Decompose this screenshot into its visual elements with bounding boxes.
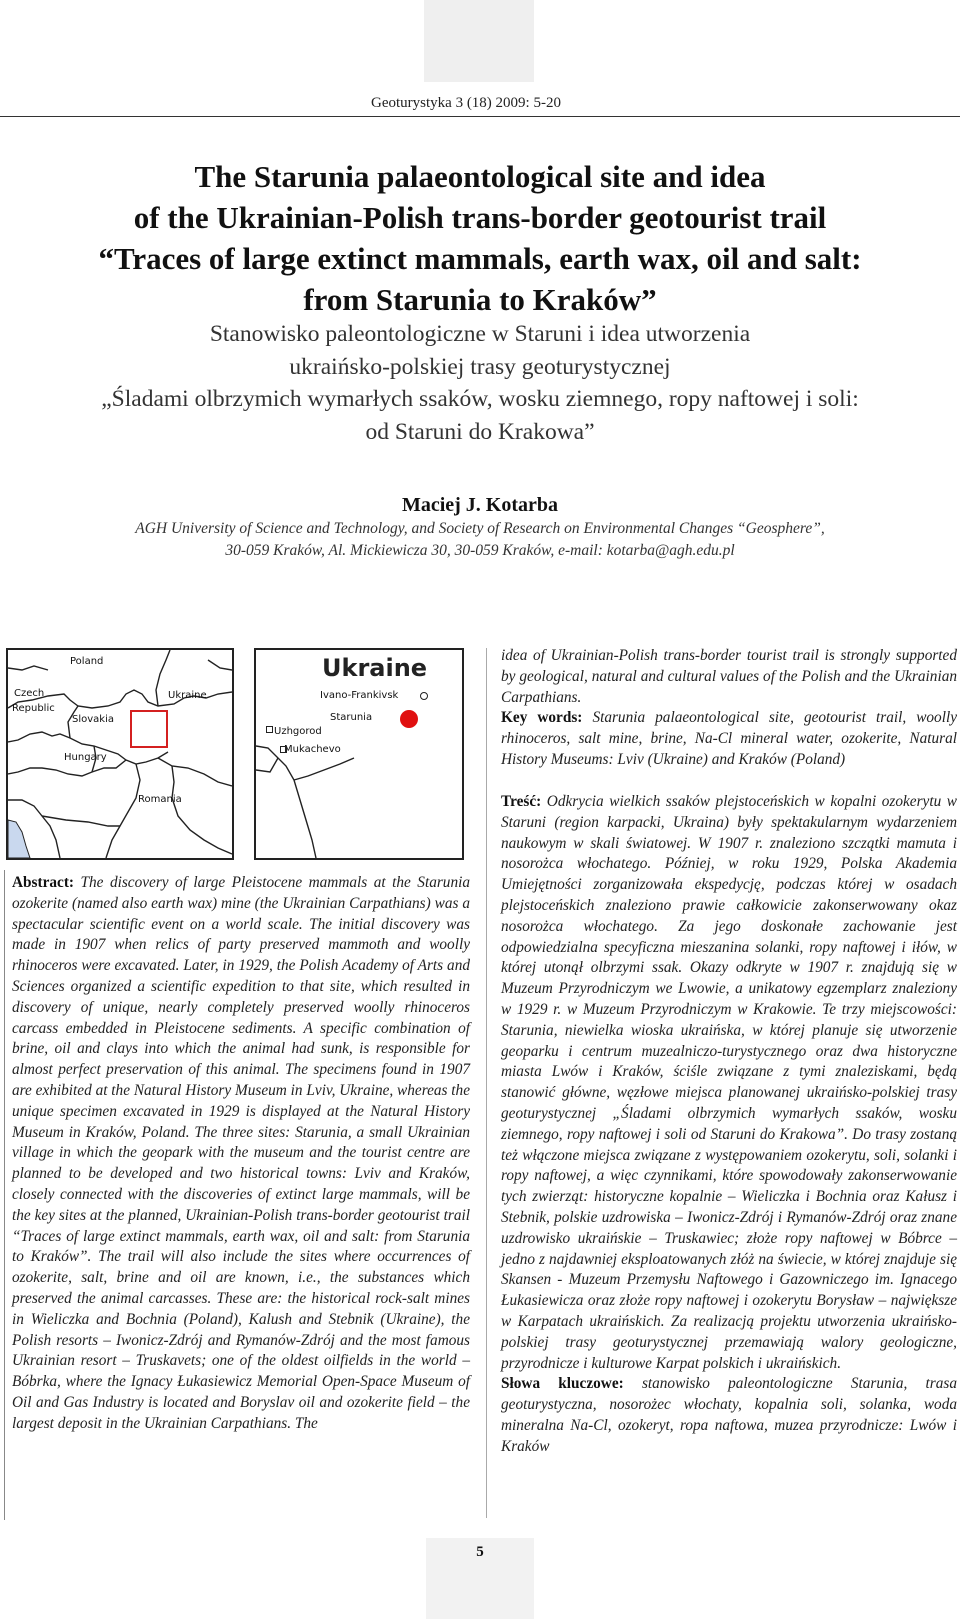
- keywords-block: [501, 709, 957, 768]
- map-title-ukraine: Ukraine: [322, 654, 428, 682]
- map-label-mukachevo: Mukachevo: [284, 744, 341, 755]
- keywords-label: Key words:: [501, 709, 583, 727]
- subtitle-line: „Śladami olbrzymich wymarłych ssaków, wosku ziemnego, ropy naftowej i soli:: [101, 386, 859, 412]
- map-label-romania: Romania: [138, 794, 182, 805]
- slowa-label: Słowa kluczowe:: [501, 1375, 624, 1393]
- paper-subtitle-polish: [40, 318, 920, 448]
- map-label-hungary: Hungary: [64, 752, 107, 763]
- map-label-slovakia: Slovakia: [72, 714, 114, 725]
- keywords-text: Starunia palaeontological site, geotourist trail, woolly rhinoceros, salt mine, brine, Na-Cl mineral water, ozokerite, Natural History Museums: Lviv (Ukraine) and Kraków (Poland): [501, 709, 957, 768]
- abstract-label: Abstract:: [12, 874, 75, 891]
- subtitle-line: ukraińsko-polskiej trasy geoturystycznej: [289, 353, 671, 380]
- europe-locator-map: [6, 648, 234, 860]
- abstract-cont-text: idea of Ukrainian-Polish trans-border tourist trail is strongly supported by geological, natural and cultural values of the Polish and the Ukrainian Carpathians.: [501, 647, 957, 706]
- ukraine-detail-map: [254, 648, 464, 860]
- subtitle-line: od Staruni do Krakowa”: [365, 418, 595, 445]
- slowa-text: stanowisko paleontologiczne Starunia, trasa geoturystyczna, nosorożec włochaty, kopalnia soli, solanka, woda mineralna Na-Cl, ozokeryt, ropa naftowa, muzea przyrodnicze: Lwów i Kraków: [501, 1375, 957, 1455]
- mukachevo-marker: [280, 746, 287, 753]
- journal-header: Geoturystyka 3 (18) 2009: 5-20: [371, 95, 561, 111]
- map-label-ivano-frankivsk: Ivano-Frankivsk: [320, 690, 399, 701]
- author-name: Maciej J. Kotarba: [401, 494, 559, 516]
- abstract-text: The discovery of large Pleistocene mammals at the Starunia ozokerite (named also earth wax) mine (the Ukrainian Carpathians) was a spectacular scientific event on a world scale. The initial discovery was made in 1907 when relics of party preserved mammoth and woolly rhinoceros were excavated. Later, in 1929, the Polish Academy of Arts and Sciences organized a scientific expedition to that site, which resulted in discovery of unique, nearly completely preserved woolly rhinoceros carcass embedded in Pleistocene sediments. A specific combination of brine, oil and clays into which the animal had sunk, is responsible for almost perfect preservation of this animal. The specimens found in 1907 are exhibited at the Natural History Museum in Lviv, Ukraine, whereas the unique specimen excavated in 1929 is displayed at the Natural History Museum in Kraków, Poland. The three sites: Starunia, a small Ukrainian village in which the geopark with the museum and the tourist centre are planned to be developed and two historical towns: Lviv and Kraków, closely connected with the discoveries of extinct large mammals, will be the key sites at the planned, Ukrainian-Polish trans-border geotourist trail “Traces of large extinct mammals, earth wax, oil and salt: from Starunia to Kraków”. The trail will also include the sites where occurrences of ozokerite, salt, brine and oil are known, i.e., the substances which preserved the animal carcasses. These are: the historical rock-salt mines in Wieliczka and Bochnia (Poland), Kalush and Stebnik (Ukraine), the Polish resorts – Iwonicz-Zdrój and Rymanów-Zdrój and the most famous Ukrainian resort – Truskavets; one of the oldest oilfields in the world – Bóbrka, where the Ignacy Łukasiewicz Memorial Open-Space Museum of Oil and Gas Industry is located and Boryslav oil and ozokerite field – the largest deposit in the Ukrainian Carpathians. The: [12, 874, 470, 1432]
- tresc-label: Treść:: [501, 793, 542, 810]
- map-label-republic: Republic: [12, 703, 55, 714]
- map-label-czech: Czech: [14, 688, 45, 699]
- paper-title: [40, 156, 920, 320]
- affiliation-line: 30-059 Kraków, Al. Mickiewicza 30, 30-059 Kraków, e-mail: kotarba@agh.edu.pl: [225, 542, 735, 559]
- ivano-frankivsk-marker: [420, 692, 428, 700]
- subtitle-line: Stanowisko paleontologiczne w Staruni i idea utworzenia: [209, 321, 751, 347]
- map-label-poland: Poland: [70, 656, 104, 667]
- europe-map-borders: [8, 650, 232, 858]
- author-affiliation: [40, 518, 920, 562]
- header-rule: [0, 116, 960, 117]
- abstract-continuation: [501, 646, 957, 771]
- abstract-paragraph: [12, 873, 470, 1435]
- polish-keywords-block: [501, 1375, 957, 1454]
- tresc-text: Odkrycia wielkich ssaków plejstoceńskich w kopalni ozokerytu w Staruni (region karpacki, Ukraina) były spektakularnym wydarzeniem naukowym w skali światowej. W 1907 r. znaleziono szczątki mamuta i nosorożca włochatego. Później, w roku 1929, Polska Akademia Umiejętności zorganizowała ekspedycję, podczas której w osadach plejstoceńskich znaleziono prawie całkowicie zakonserwowany okaz nosorożca włochatego. Za jego doskonałe zachowanie jest odpowiedzialna specyficzna mieszanina solanki, ropy naftowej i iłów, w której utonął olbrzymi ssak. Okazy odkryte w 1907 r. znajdują się w Muzeum Przyrodniczym we Lwowie, a unikatowy egzemplarz znaleziony w 1929 r. w Muzeum Przyrodniczym w Krakowie. Te trzy miejscowości: Starunia, niewielka wioska ukraińska, w której planuje się utworzenie geoparku i centrum muzealniczo-turystycznego oraz dwa historyczne miasta Lwów i Kraków, ściśle związane z tymi znaleziskami, będą stanowić główne, węzłowe miejsca planowanej ukraińsko-polskiej trasy geoturystycznej „Śladami olbrzymich wymarłych ssaków, wosku ziemnego, ropy naftowej i soli od Staruni do Krakowa”. Do trasy zostaną też włączone miejsca związane z występowaniem ozokerytu, soli, solanki i ropy naftowej, a więc czynnikami, które spowodowały zakonserwowanie tych zwierząt: historyczne kopalnie – Wieliczka i Bochnia oraz Kałusz i Stebnik, polskie uzdrowiska – Iwonicz-Zdrój i Rymanów-Zdrój oraz znane uzdrowisko ukraińskie – Truskawiec; złoże ropy naftowej w Bóbrce – jedno z najdawniej eksploatowanych złóż na świecie, w której znajduje się Skansen - Muzeum Przemysłu Naftowego i Gazowniczego im. Ignacego Łukasiewicza oraz złoże ropy naftowej i ozokerytu Borysław – największe w Karpatach ukraińskich. Za realizacją projektu utworzenia ukraińsko-polskiej trasy geoturystycznej przemawiają walory geologiczne, przyrodnicze i kulturowe Karpat polskich i ukraińskich.: [501, 793, 957, 1372]
- map-label-ukraine: Ukraine: [168, 690, 207, 701]
- title-line: from Starunia to Kraków”: [303, 282, 657, 317]
- left-column-rule: [4, 870, 5, 1520]
- map-label-starunia: Starunia: [330, 712, 373, 723]
- page-number: 5: [476, 1544, 484, 1560]
- polish-abstract-paragraph: [501, 792, 957, 1458]
- column-divider: [486, 648, 487, 1518]
- title-line: “Traces of large extinct mammals, earth wax, oil and salt:: [98, 241, 862, 276]
- study-area-highlight-box: [130, 710, 168, 748]
- title-line: The Starunia palaeontological site and idea: [194, 159, 766, 194]
- top-tab-decoration: [424, 0, 534, 82]
- uzhgorod-marker: [266, 726, 273, 733]
- title-line: of the Ukrainian-Polish trans-border geotourist trail: [133, 200, 827, 235]
- map-label-uzhgorod: Uzhgorod: [274, 726, 322, 737]
- affiliation-line: AGH University of Science and Technology, and Society of Research on Environmental Changes “Geosphere”,: [135, 520, 825, 537]
- starunia-location-dot: [400, 710, 418, 728]
